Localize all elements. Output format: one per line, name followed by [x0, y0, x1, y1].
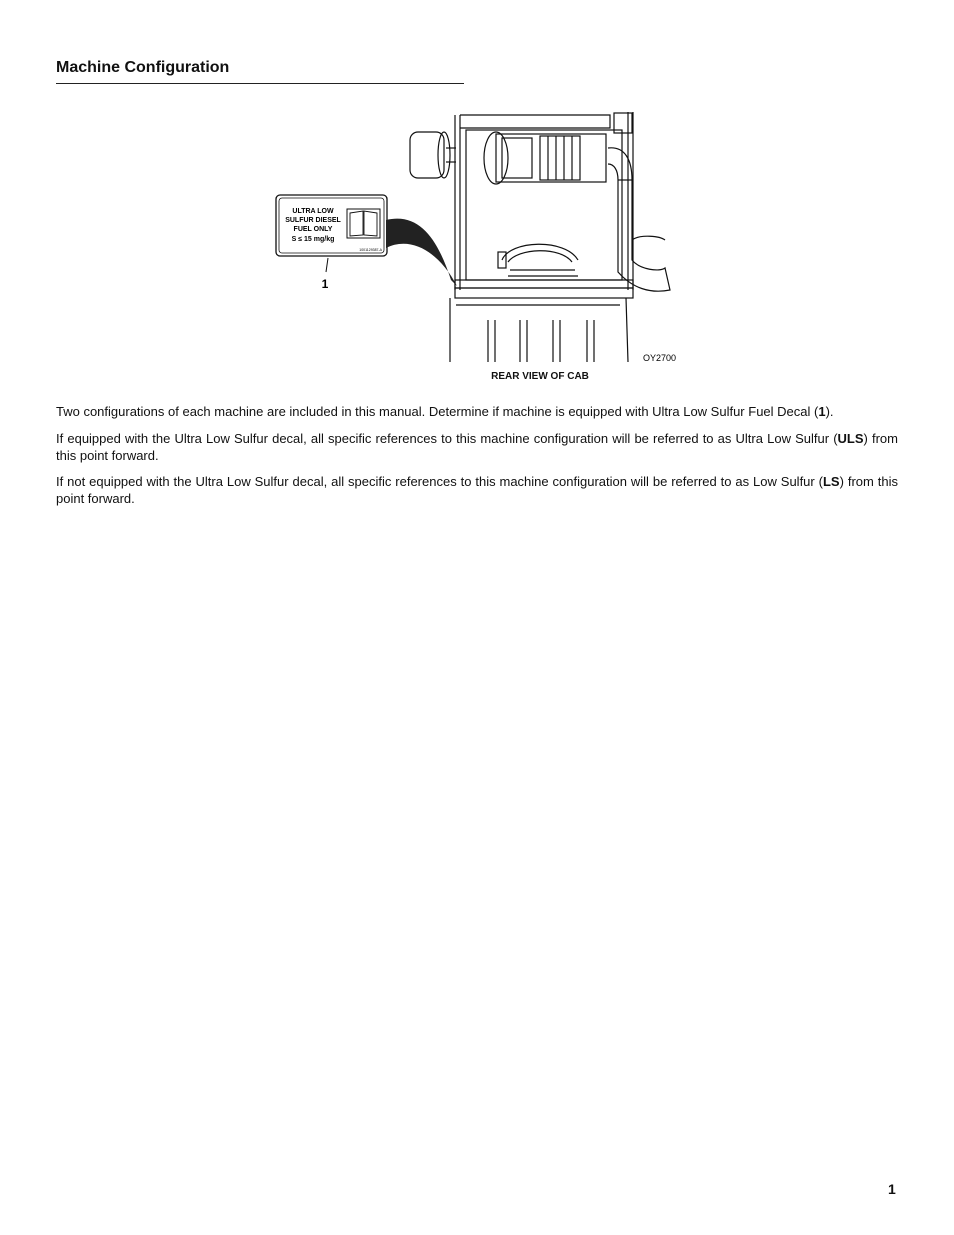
title-rule: [56, 83, 464, 84]
paragraph-configurations: Two configurations of each machine are included in this manual. Determine if machine is equipped with Ultra Low Sulfur Fuel Decal (1).: [56, 404, 834, 419]
decal-line-4: S ≤ 15 mg/kg: [291, 236, 335, 243]
section-title: Machine Configuration: [56, 59, 230, 76]
cab-structure: [410, 112, 670, 362]
ls-abbreviation: LS: [822, 474, 840, 489]
decal-line-3: FUEL ONLY: [293, 226, 333, 233]
fuel-decal: [276, 195, 387, 256]
cab-illustration: [270, 100, 690, 368]
figure-id: OY2700: [642, 353, 676, 363]
rear-view-of-cab-figure: [270, 100, 690, 368]
decal-line-1: ULTRA LOW: [292, 208, 334, 215]
callout-leader: [326, 258, 328, 272]
figure-caption: REAR VIEW OF CAB: [491, 371, 589, 382]
paragraph-uls: If equipped with the Ultra Low Sulfur decal, all specific references to this machine configuration will be referred to as Ultra Low Sulfur (ULS) from this point forward.: [56, 431, 898, 463]
paragraph-ls: If not equipped with the Ultra Low Sulfur decal, all specific references to this machine configuration will be referred to as Low Sulfur (LS) from this point forward.: [56, 474, 898, 506]
decal-line-2: SULFUR DIESEL: [285, 217, 341, 224]
page-number: 1: [888, 1181, 896, 1197]
callout-number: 1: [321, 277, 329, 291]
decal-reference: 1: [818, 404, 826, 419]
decal-part-number: 1001129387-A: [359, 248, 382, 252]
uls-abbreviation: ULS: [837, 431, 864, 446]
decal-pointer-band: [386, 219, 457, 286]
